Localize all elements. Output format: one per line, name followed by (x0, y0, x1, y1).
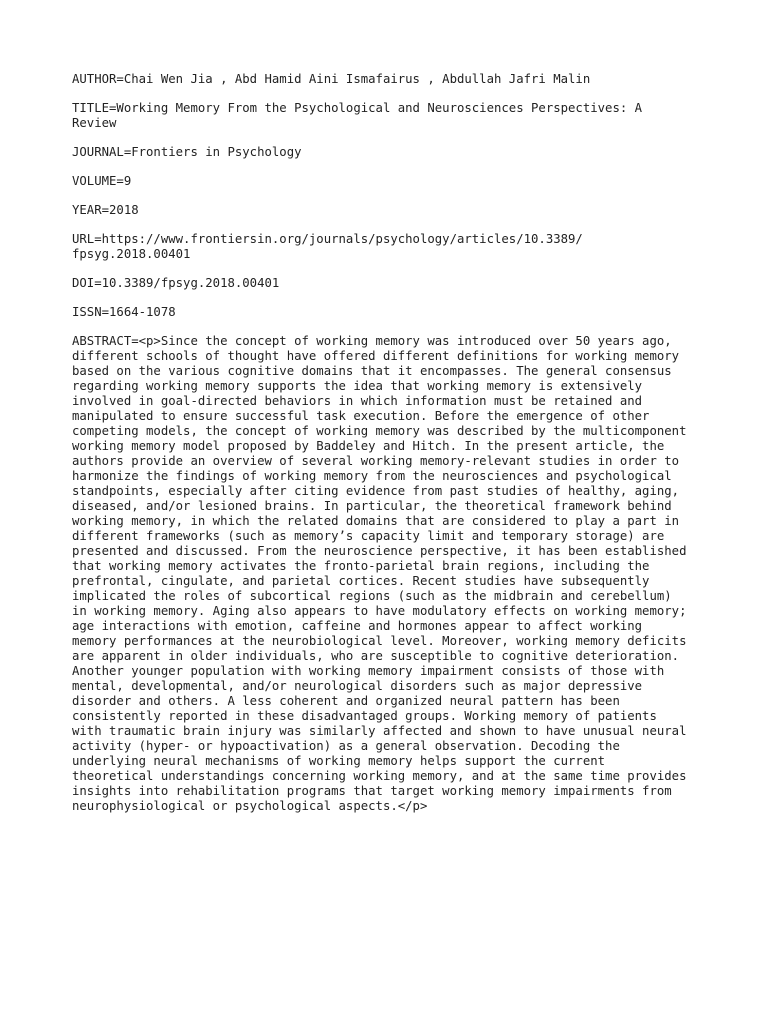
author-field: AUTHOR=Chai Wen Jia , Abd Hamid Aini Ismafairus , Abdullah Jafri Malin (72, 72, 591, 86)
journal-field: JOURNAL=Frontiers in Psychology (72, 145, 302, 159)
title-field: TITLE=Working Memory From the Psychological and Neurosciences Perspectives: A Review (72, 101, 643, 130)
abstract-field: ABSTRACT=<p>Since the concept of working memory was introduced over 50 years ago, different schools of thought have offered different definitions for working memory based on the various cognitive domains that it encompasses. The general consensus regarding working memory supports the idea that working memory is extensively involved in goal-directed behaviors in which information must be retained and manipulated to ensure successful task execution. Before the emergence of other competing models, the concept of working memory was described by the multicomponent working memory model proposed by Baddeley and Hitch. In the present article, the authors provide an overview of several working memory-relevant studies in order to harmonize the findings of working memory from the neurosciences and psychological standpoints, especially after citing evidence from past studies of healthy, aging, diseased, and/or lesioned brains. In particular, the theoretical framework behind working memory, in which the related domains that are considered to play a part in different frameworks (such as memory’s capacity limit and temporary storage) are presented and discussed. From the neuroscience perspective, it has been established that working memory activates the fronto-parietal brain regions, including the prefrontal, cingulate, and parietal cortices. Recent studies have subsequently implicated the roles of subcortical regions (such as the midbrain and cerebellum) in working memory. Aging also appears to have modulatory effects on working memory; age interactions with emotion, caffeine and hormones appear to affect working memory performances at the neurobiological level. Moreover, working memory deficits are apparent in older individuals, who are susceptible to cognitive deterioration. Another younger population with working memory impairment consists of those with mental, developmental, and/or neurological disorders such as major depressive disorder and others. A less coherent and organized neural pattern has been consistently reported in these disadvantaged groups. Working memory of patients with traumatic brain injury was similarly affected and shown to have unusual neural activity (hyper- or hypoactivation) as a general observation. Decoding the underlying neural mechanisms of working memory helps support the current theoretical understandings concerning working memory, and at the same time provides insights into rehabilitation programs that target working memory impairments from neurophysiological or psychological aspects.</p> (72, 334, 687, 813)
year-field: YEAR=2018 (72, 203, 139, 217)
issn-field: ISSN=1664-1078 (72, 305, 176, 319)
url-field: URL=https://www.frontiersin.org/journals/psychology/articles/10.3389/ fpsyg.2018.00401 (72, 232, 583, 261)
doi-field: DOI=10.3389/fpsyg.2018.00401 (72, 276, 280, 290)
volume-field: VOLUME=9 (72, 174, 132, 188)
citation-record (72, 72, 702, 828)
